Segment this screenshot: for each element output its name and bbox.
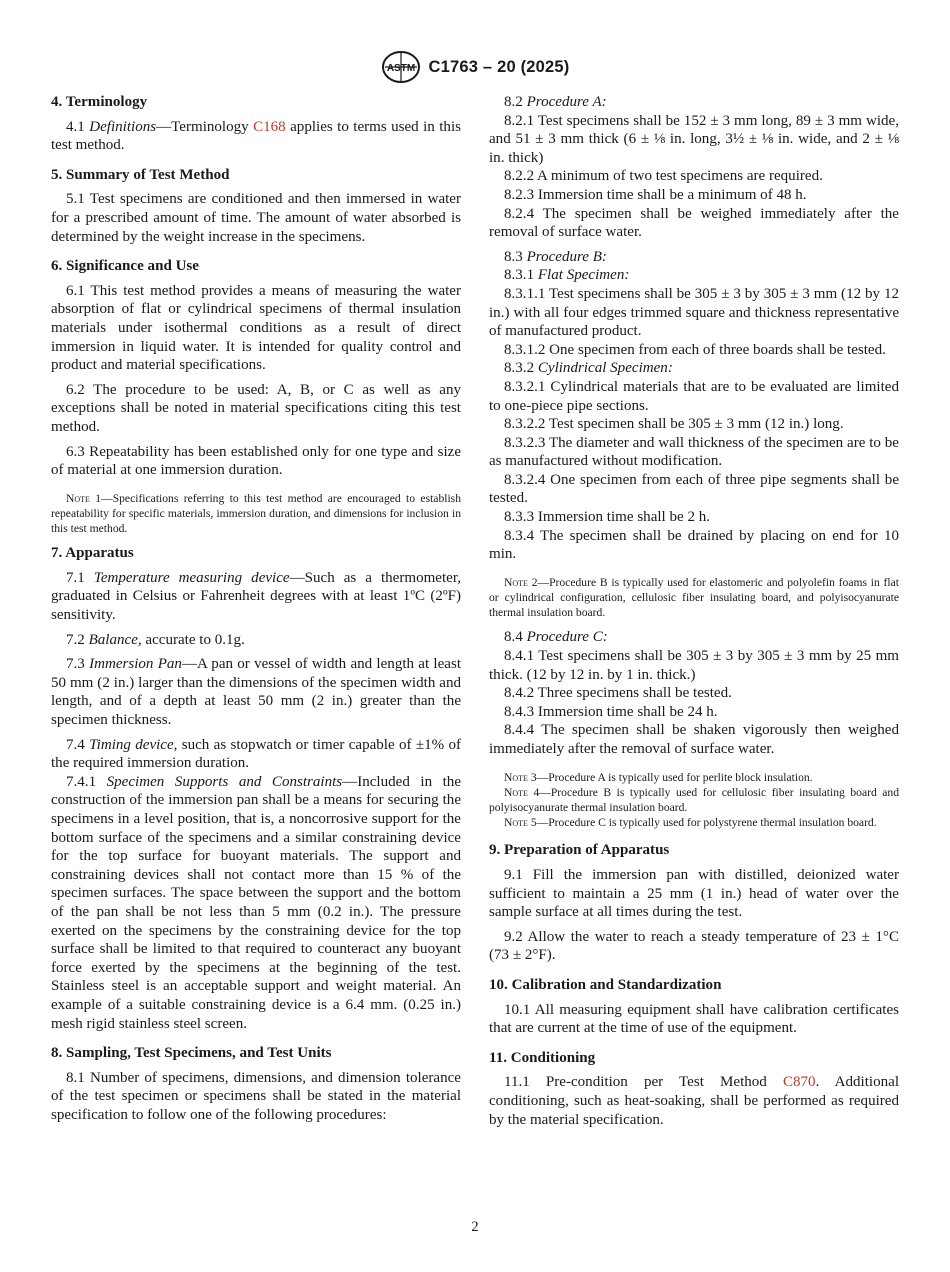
paragraph: 8.2.4 The specimen shall be weighed immediately after the removal of surface water. — [489, 205, 899, 241]
paragraph: 8.3.2 Cylindrical Specimen: — [504, 360, 673, 377]
paragraph: 8.3.2.1 Cylindrical materials that are to be evaluated are limited to one-piece pipe sections. — [489, 378, 899, 414]
paragraph: 11.1 Pre-condition per Test Method C870. Additional conditioning, such as heat-soaking, shall be performed as required by the material specification. — [489, 1074, 900, 1128]
note-block — [489, 770, 899, 831]
paragraph: 8.3.4 The specimen shall be drained by placing on end for 10 min. — [489, 527, 899, 563]
section-heading: 8. Sampling, Test Specimens, and Test Units — [51, 1045, 332, 1062]
paragraph: 7.1 Temperature measuring device—Such as a thermometer, graduated in Celsius or Fahrenheit degrees with at least 1ºC (2ºF) sensitivity. — [51, 569, 462, 624]
paragraph: 8.3.1.1 Test specimens shall be 305 ± 3 by 305 ± 3 mm (12 by 12 in.) with all four edges trimmed square and thickness representative of manufactured product. — [489, 285, 899, 340]
section-heading: 10. Calibration and Standardization — [489, 976, 722, 993]
section-heading: 7. Apparatus — [51, 545, 134, 562]
paragraph: 7.4.1 Specimen Supports and Constraints—Included in the construction of the immersion pan shall be a means for securing the specimens in a level position, that is, a noncorrosive support for the bottom surface of the specimens and a similar constraining device for the top surface for buoyant materials. The support and constraining devices shall not contact more than 15 % of the specimen surfaces. The space between the support and the bottom of the pan shall be not less than 5 mm (0.2 in.). The pressure exerted on the specimens by the constraining device for the top surface shall be limited to that required to counteract any buoyant force exerted by the specimens at the beginning of the test. Stainless steel is an acceptable support and weight material. An example of a suitable constraining device is a 6.4 mm. (0.25 in.) mesh rigid stainless steel screen. — [51, 773, 461, 1032]
note: Note 2—Procedure B is typically used for elastomeric and polyolefin foams in flat or cylindrical configuration, cellulosic fiber insulating board, and polyisocyanurate thermal insulation board. — [489, 575, 900, 620]
paragraph: 8.2.1 Test specimens shall be 152 ± 3 mm long, 89 ± 3 mm wide, and 51 ± 3 mm thick (6 ± ⅛ in. long, 3½ ± ⅛ in. wide, and 2 ± ⅛ in. thick) — [489, 112, 899, 166]
paragraph: 6.3 Repeatability has been established only for one type and size of material at one immersion duration. — [51, 443, 461, 479]
document-id: C1763 – 20 (2025) — [428, 57, 570, 76]
reference-link-c870[interactable]: C870 — [782, 1074, 816, 1091]
page-header — [0, 49, 950, 85]
paragraph: 8.4.4 The specimen shall be shaken vigorously then weighed immediately after the removal of surface water. — [489, 722, 899, 758]
note-block — [489, 575, 899, 621]
note-block — [51, 491, 461, 537]
left-column — [51, 93, 461, 1125]
paragraph: 7.3 Immersion Pan—A pan or vessel of width and length at least 50 mm (2 in.) larger than the dimensions of the specimen width and length, and of a depth at least 50 mm (2 in.) greater than the specimen thickness. — [51, 656, 461, 729]
paragraph: 8.3.2.3 The diameter and wall thickness of the specimen are to be as manufactured without modification. — [489, 434, 899, 470]
paragraph: 8.2.3 Immersion time shall be a minimum of 48 h. — [504, 186, 807, 203]
reference-link-c168[interactable]: C168 — [253, 118, 286, 135]
paragraph: 8.3.1 Flat Specimen: — [504, 267, 630, 284]
section-heading: 5. Summary of Test Method — [51, 166, 230, 183]
paragraph: 8.4.1 Test specimens shall be 305 ± 3 by 305 ± 3 mm by 25 mm thick. (12 by 12 in. by 1 in. thick.) — [489, 648, 899, 683]
section-heading: 9. Preparation of Apparatus — [489, 842, 670, 859]
section-heading: 6. Significance and Use — [51, 258, 199, 275]
note: Note 5—Procedure C is typically used for polystyrene thermal insulation board. — [504, 816, 877, 830]
paragraph: 8.3 Procedure B: — [504, 248, 607, 265]
paragraph: 7.2 Balance, accurate to 0.1g. — [66, 631, 245, 648]
paragraph: 8.4.2 Three specimens shall be tested. — [504, 685, 732, 702]
note: Note 4—Procedure B is typically used for cellulosic fiber insulating board and polyisocyanurate thermal insulation board. — [489, 785, 900, 815]
page-number: 2 — [471, 1219, 479, 1235]
paragraph: 7.4 Timing device, such as stopwatch or timer capable of ±1% of the required immersion duration. — [51, 736, 461, 772]
note: Note 3—Procedure A is typically used for perlite block insulation. — [504, 770, 813, 784]
astm-logo-icon — [381, 49, 421, 85]
paragraph: 8.4.3 Immersion time shall be 24 h. — [504, 703, 718, 720]
paragraph: 10.1 All measuring equipment shall have calibration certificates that are current at the time of use of the equipment. — [489, 1001, 899, 1037]
note: Note 1—Specifications referring to this test method are encouraged to establish repeatability for specific materials, immersion duration, and dimensions for inclusion in this test method. — [51, 491, 461, 536]
paragraph: 8.2 Procedure A: — [504, 94, 607, 110]
paragraph: 8.3.1.2 One specimen from each of three boards shall be tested. — [504, 341, 886, 358]
paragraph: 8.3.2.2 Test specimen shall be 305 ± 3 mm (12 in.) long. — [504, 416, 844, 433]
section-heading: 4. Terminology — [51, 94, 148, 110]
paragraph: 6.1 This test method provides a means of measuring the water absorption of flat or cylindrical specimens of thermal insulation materials under isothermal conditions as a result of direct immersion in liquid water. It is intended for quality control and product and material specifications. — [51, 282, 461, 374]
paragraph: 8.1 Number of specimens, dimensions, and dimension tolerance of the test specimen or specimens shall be stated in the material specification to follow one of the following procedures: — [51, 1069, 461, 1123]
paragraph: 6.2 The procedure to be used: A, B, or C as well as any exceptions shall be noted in material specifications citing this test method. — [51, 381, 461, 435]
section-heading: 11. Conditioning — [489, 1049, 596, 1066]
paragraph: 8.3.3 Immersion time shall be 2 h. — [504, 509, 711, 526]
paragraph: 8.2.2 A minimum of two test specimens are required. — [504, 168, 823, 185]
svg-text:ASTM: ASTM — [386, 63, 415, 74]
paragraph: 9.2 Allow the water to reach a steady temperature of 23 ± 1°C (73 ± 2°F). — [489, 928, 899, 964]
paragraph: 9.1 Fill the immersion pan with distilled, deionized water sufficient to maintain a 25 mm (1 in.) head of water over the sample surface at all times during the test. — [489, 867, 899, 921]
paragraph: 8.3.2.4 One specimen from each of three pipe segments shall be tested. — [489, 471, 899, 507]
right-column — [489, 93, 899, 1129]
paragraph: 5.1 Test specimens are conditioned and then immersed in water for a prescribed amount of time. The amount of water absorbed is determined by the weight increase in the specimens. — [51, 191, 461, 245]
paragraph: 8.4 Procedure C: — [504, 629, 608, 646]
paragraph: 4.1 Definitions—Terminology C168 applies to terms used in this test method. — [51, 118, 461, 154]
